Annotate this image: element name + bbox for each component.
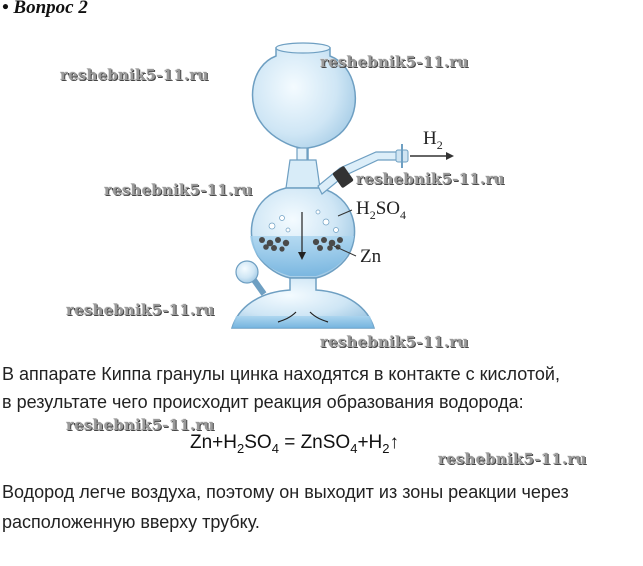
watermark: reshebnik5-11.ru [356, 170, 505, 188]
watermark: reshebnik5-11.ru [60, 66, 209, 84]
answer-line-2: в результате чего происходит реакция образования водорода: [2, 392, 524, 412]
watermark: reshebnik5-11.ru [66, 416, 215, 434]
answer-line-4: расположенную вверху трубку. [2, 512, 260, 532]
reaction-equation: $Zn+H_2SO_4$ = $ZnSO_4+H_2↑$ [190, 432, 399, 456]
question-title: • Вопрос 2 [2, 0, 88, 18]
watermark: reshebnik5-11.ru [104, 181, 253, 199]
watermark: reshebnik5-11.ru [320, 333, 469, 351]
zinc-label: Zn [360, 246, 382, 267]
watermark: reshebnik5-11.ru [320, 53, 469, 71]
answer-line-1: В аппарате Киппа гранулы цинка находятся в контакте с кислотой, [2, 364, 560, 384]
h2-label: $H_2$ [423, 128, 443, 152]
watermark: reshebnik5-11.ru [438, 450, 587, 468]
watermark: reshebnik5-11.ru [66, 301, 215, 319]
answer-line-3: Водород легче воздуха, поэтому он выходит из зоны реакции через [2, 482, 569, 502]
acid-label: $H_2SO_4$ [356, 198, 407, 222]
